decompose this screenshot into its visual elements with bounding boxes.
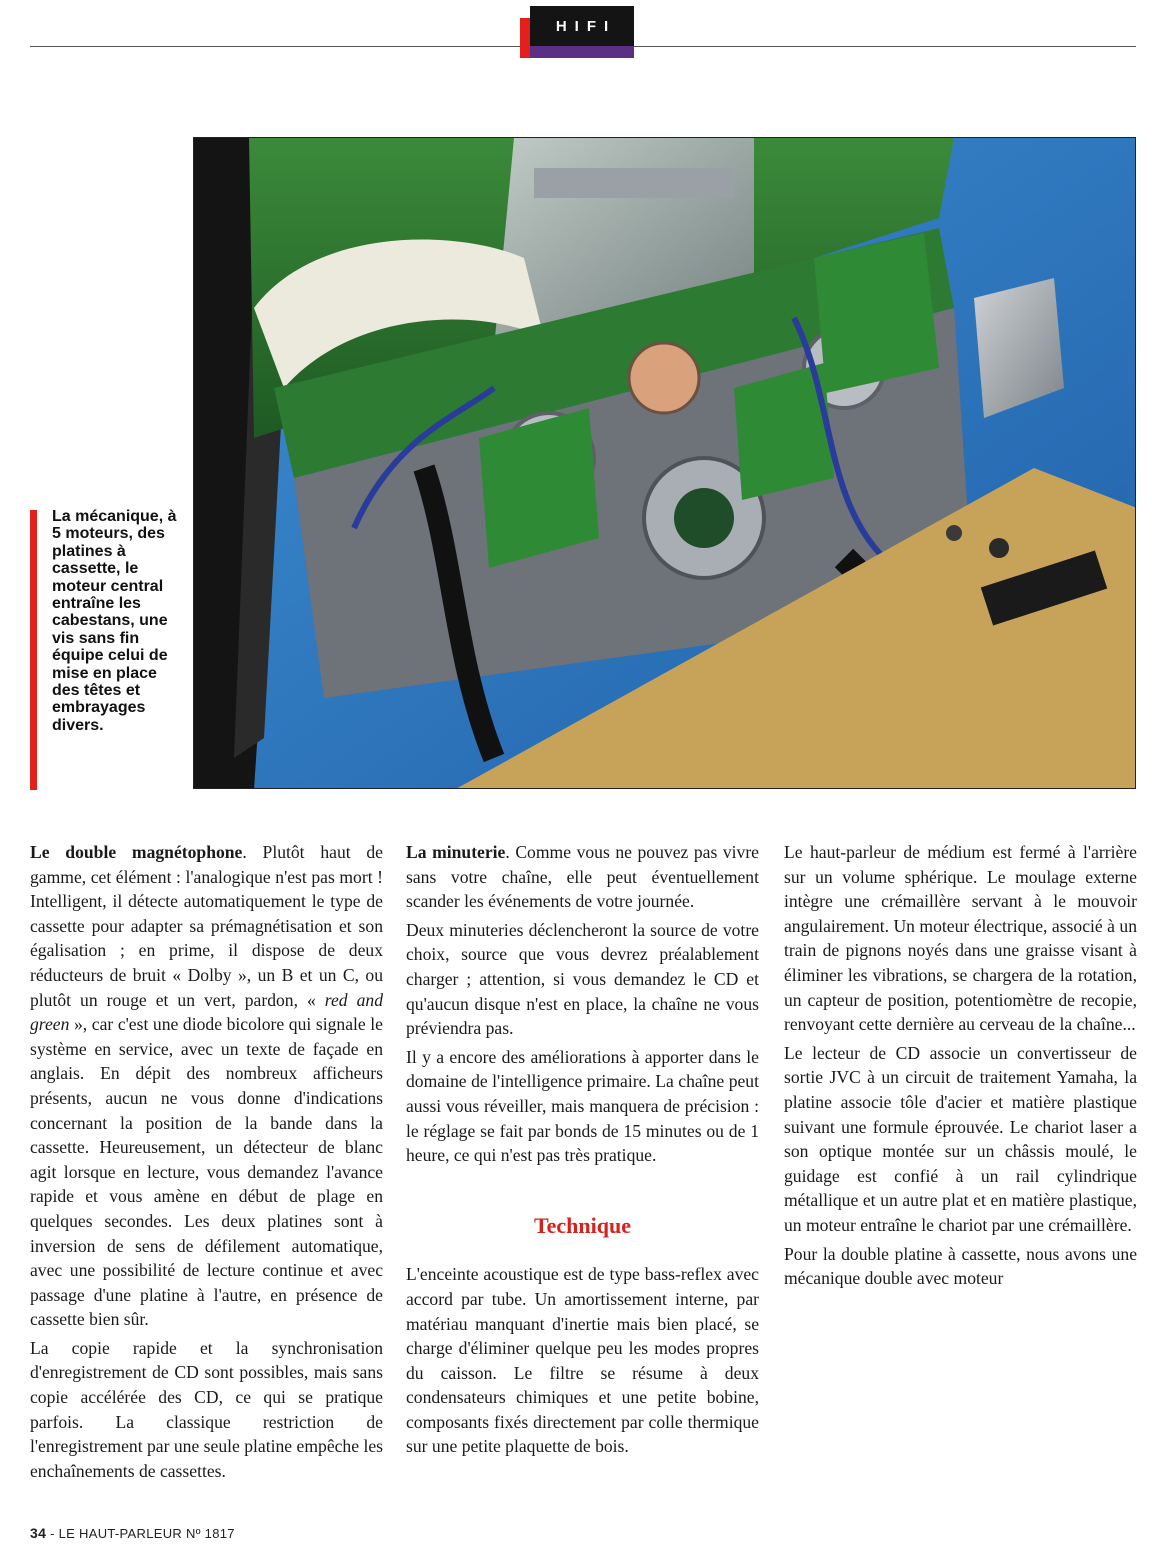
paragraph-enceinte: L'enceinte acoustique est de type bass-reflex avec accord par tube. Un amortissement interne, par matériau manquant d'inertie mais bien placé, se charge d'éliminer quelque peu les modes propres du caisson. Le filtre se résume à deux condensateurs chimiques et une petite bobine, composants fixés directement par colle thermique sur une petite plaquette de bois. [406, 1264, 759, 1457]
text-cassette-2: », car c'est une diode bicolore qui signale le système en service, avec un texte de façade en anglais. En dépit des nombreux afficheurs présents, aucun ne vous donne d'indications concernant la position de la bande dans la cassette. Heureusement, un détecteur de blanc agit lorsque en lecture, vous demandez l'avance rapide et vous amène en début de plage en quelques secondes. Les deux platines sont à inversion de sens de défilement automatique, avec une possibilité de lecture continue et avec passage d'une platine à l'autre, en présence de cassette bien sûr. [30, 1014, 383, 1330]
section-heading-technique: Technique [533, 1212, 631, 1238]
column-1 [30, 840, 383, 1487]
header-accent-purple [530, 46, 634, 58]
paragraph-double-platine: Pour la double platine à cassette, nous avons une mécanique double avec moteur [784, 1243, 1137, 1289]
page-number: 34 [30, 1525, 47, 1541]
caption-bar [30, 510, 37, 790]
column-3 [784, 840, 1137, 1295]
article-photo [193, 137, 1136, 789]
footer-separator: - [46, 1526, 59, 1541]
column-2 [406, 840, 759, 1463]
lead-cassette: Le double magnétophone [30, 842, 243, 862]
lead-minuterie: La minuterie [406, 842, 506, 862]
section-tab [530, 6, 634, 46]
paragraph-minuterie-lead [406, 840, 759, 914]
paragraph-lecteur-cd: Le lecteur de CD associe un convertisseur de sortie JVC à un circuit de traitement Yamaha, la platine associe tôle d'acier et matière plastique suivant une formule éprouvée. Le chariot laser a son optique montée sur un châssis moulé, le guidage est confié à un rail cylindrique métallique et un autre plat et en matière plastique, un moteur entraîne le chariot par une crémaillère. [784, 1042, 1137, 1235]
page-footer [30, 1525, 235, 1541]
paragraph-ameliorations: Il y a encore des améliorations à apporter dans le domaine de l'intelligence primaire. La chaîne peut aussi vous réveiller, mais manquera de précision : le réglage se fait par bonds de 15 minutes ou de 1 heure, ce qui n'est pas très pratique. [406, 1046, 759, 1166]
magazine-name: LE HAUT-PARLEUR [58, 1526, 183, 1541]
paragraph-haut-parleur: Le haut-parleur de médium est fermé à l'arrière sur un volume sphérique. Le moulage externe intègre une crémaillère servant à le mouvoir angulairement. Un moteur électrique, associé à un train de pignons noyés dans une graisse visant à éliminer les vibrations, se chargera de la rotation, un capteur de position, potentiomètre de recopie, renvoyant cette dernière au cerveau de la chaîne... [784, 842, 1137, 1035]
photo-illustration [194, 138, 1136, 789]
text-minuterie: . Comme vous ne pouvez pas vivre sans votre chaîne, elle peut éventuellement scander les événements de votre journée. [406, 842, 759, 912]
issue-number: Nº 1817 [182, 1526, 235, 1541]
photo-caption: La mécanique, à 5 moteurs, des platines à cassette, le moteur central entraîne les cabestans, une vis sans fin équipe celui de mise en place des têtes et embrayages divers. [52, 508, 177, 734]
text-cassette-italic: red and green [30, 989, 383, 1035]
paragraph-copie: La copie rapide et la synchronisation d'enregistrement de CD sont possibles, mais sans copie accélérée des CD, ce qui se pratique parfois. La classique restriction de l'enregistrement par une seule platine empêche les enchaînements de cassettes. [30, 1337, 383, 1481]
section-label: HIFI [555, 17, 617, 35]
text-cassette-1: . Plutôt haut de gamme, cet élément : l'analogique n'est pas mort ! Intelligent, il détecte automatiquement le type de cassette pour adapter sa prémagnétisation et son égalisation ; en prime, il dispose de deux réducteurs de bruit « Dolby », un B et un C, ou plutôt un rouge et un vert, pardon, « [30, 842, 383, 1010]
paragraph-cassette [30, 840, 383, 1332]
paragraph-deux-minuteries: Deux minuteries déclencheront la source de votre choix, source que vous devrez préalablement charger ; attention, si vous demandez le CD et qu'aucun disque n'est en place, la chaîne ne vous préviendra pas. [406, 919, 759, 1039]
